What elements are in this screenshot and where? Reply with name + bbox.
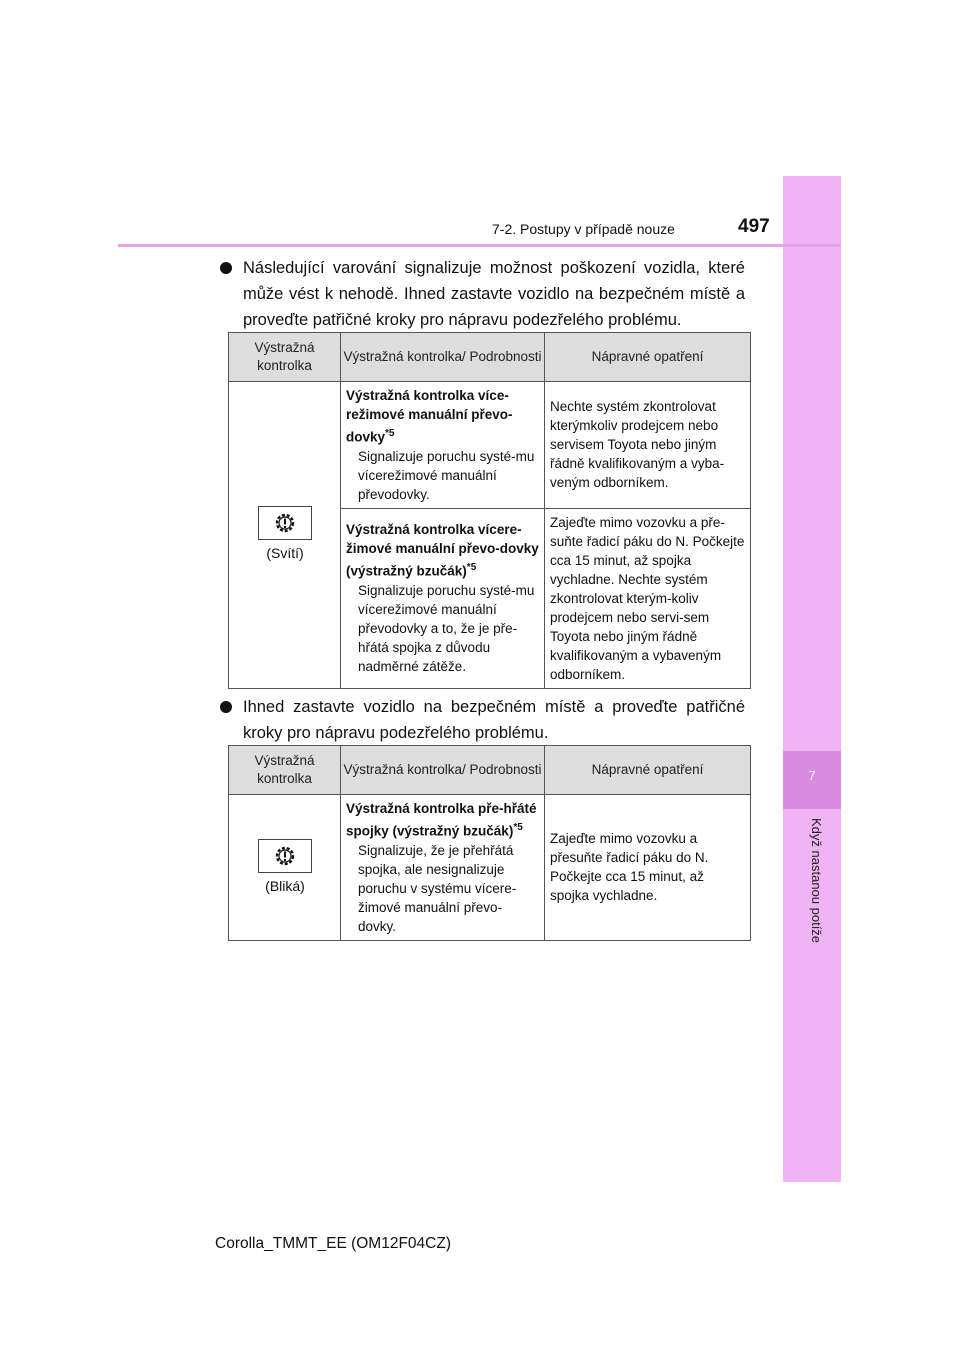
footnote-mark: *5 — [466, 562, 477, 574]
header-col3: Nápravné opatření — [545, 333, 751, 382]
indicator-state: (Svítí) — [266, 545, 304, 562]
page-number: 497 — [738, 216, 770, 237]
bullet-icon — [220, 701, 232, 713]
header-col1: Výstražná kontrolka — [229, 333, 341, 382]
footnote-mark: *5 — [513, 822, 523, 833]
transmission-warning-icon — [258, 506, 312, 540]
icon-cell — [229, 795, 341, 941]
bullet-paragraph — [220, 694, 745, 746]
header-rule — [118, 244, 841, 247]
table-row — [229, 382, 751, 509]
document-footer: Corolla_TMMT_EE (OM12F04CZ) — [215, 1235, 451, 1252]
action-cell: Zajeďte mimo vozovku a pře-suňte řadicí páku do N. Počkejte cca 15 minut, až spojka vychladne. Nechte systém zkontrolovat kterým-koliv prodejcem nebo servi-sem Toyota nebo jiným řádně kvalifikovaným a vybaveným odborníkem. — [545, 508, 751, 688]
warning-title: Výstražná kontrolka více-režimové manuální převo-dovky$^{*5}$ — [346, 388, 513, 445]
chapter-number: 7 — [808, 768, 816, 783]
indicator-state: (Bliká) — [265, 877, 305, 894]
details-cell — [341, 382, 545, 509]
warning-description: Signalizuje poruchu systé-mu vícerežimové manuální převodovky a to, že je pře-hřátá spojka z důvodu nadměrné zátěže. — [358, 582, 535, 674]
warning-description: Signalizuje, že je přehřátá spojka, ale nesignalizuje poruchu v systému vícere-žimové manuální převo-dovky. — [358, 842, 517, 934]
table-header-row — [229, 746, 751, 795]
header-col1: Výstražná kontrolka — [229, 746, 341, 795]
bullet-text: Následující varování signalizuje možnost poškození vozidla, které může vést k nehodě. Ihned zastavte vozidlo na bezpečném místě a proveďte patřičné kroky pro nápravu podezřelého problému. — [243, 259, 745, 329]
table-header-row — [229, 333, 751, 382]
chapter-title: Když nastanou potíže — [809, 818, 824, 944]
icon-cell — [229, 382, 341, 689]
warning-description: Signalizuje poruchu systé-mu vícerežimové manuální převodovky. — [358, 448, 535, 502]
bullet-icon — [220, 262, 232, 274]
transmission-warning-icon — [258, 839, 312, 873]
details-cell — [341, 508, 545, 688]
action-cell: Nechte systém zkontrolovat kterýmkoliv prodejcem nebo servisem Toyota nebo jiným řádně kvalifikovaným a vyba-veným odborníkem. — [545, 382, 751, 509]
warning-title: Výstražná kontrolka pře-hřáté spojky (výstražný bzučák)$^{*5}$ — [346, 801, 537, 839]
warning-title: Výstražná kontrolka vícere-žimové manuální převo-dovky (výstražný bzučák)$^{*5}$ — [346, 522, 539, 579]
table-row — [229, 795, 751, 941]
chapter-tab — [783, 176, 841, 1182]
section-title: 7-2. Postupy v případě nouze — [492, 221, 675, 237]
header-col2: Výstražná kontrolka/ Podrobnosti — [341, 333, 545, 382]
action-cell: Zajeďte mimo vozovku a přesuňte řadicí páku do N. Počkejte cca 15 minut, až spojka vychladne. — [545, 795, 751, 941]
footnote-mark: *5 — [385, 428, 395, 439]
bullet-paragraph — [220, 255, 745, 333]
bullet-text: Ihned zastavte vozidlo na bezpečném místě a proveďte patřičné kroky pro nápravu podezřelého problému. — [243, 698, 745, 742]
warning-table-2 — [228, 745, 751, 941]
details-cell — [341, 795, 545, 941]
warning-table-1 — [228, 332, 751, 689]
header-col2: Výstražná kontrolka/ Podrobnosti — [341, 746, 545, 795]
header-col3: Nápravné opatření — [545, 746, 751, 795]
